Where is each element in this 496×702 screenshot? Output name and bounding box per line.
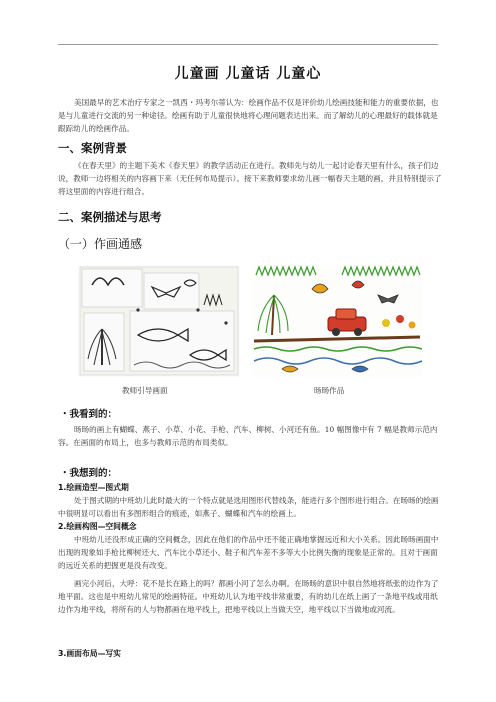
child-drawing-image bbox=[252, 265, 422, 377]
point1-title: 1.绘画造型—图式期 bbox=[58, 483, 129, 492]
header-rule bbox=[58, 44, 438, 45]
caption-teacher-drawing: 教师引导画面 bbox=[122, 386, 168, 395]
subsection-heading: （一）作画通感 bbox=[58, 237, 143, 251]
page-title: 儿童画 儿童话 儿童心 bbox=[174, 66, 322, 82]
point1-paragraph: 处于图式期的中班幼儿此时最大的一个特点就是选用图形代替线条，能进行多个图形进行组合。在旸旸的绘画中很明显可以看出有多图形组合的痕迹，如燕子、蝴蝶和汽车的绘画上。 bbox=[58, 496, 439, 518]
teacher-drawing-image bbox=[78, 265, 240, 377]
see-paragraph: 旸旸的画上有蝴蝶、燕子、小草、小花、手枪、汽车、柳树、小河还有鱼。10 幅图像中有 7 幅是教师示范内容。在画面的布局上，也多与教师示范的布局类似。 bbox=[58, 425, 438, 447]
point2-title: 2.绘画构图—空间概念 bbox=[58, 522, 137, 531]
bullet-what-i-see: ・我看到的： bbox=[60, 409, 118, 420]
caption-child-drawing: 旸旸作品 bbox=[314, 386, 345, 395]
section2-heading: 二、案例描述与思考 bbox=[58, 210, 162, 224]
point2-paragraph-2: 画完小河后，大呼：花不是长在路上的吗？都画小河了怎么办啊。在旸旸的意识中很自然地将纸张的边作为了地平面。这也是中班幼儿常见的绘画特征。中班幼儿认为地平线非常重要，有的幼儿在纸上画了一条地平线或用纸边作为地平线，将所有的人与物都画在地平线上，把地平线以上当做天空，地平线以下当做地或河流。 bbox=[58, 579, 439, 614]
section1-heading: 一、案例背景 bbox=[58, 141, 127, 155]
point2-paragraph: 中班幼儿还没形成正确的空间概念，因此在他们的作品中还不能正确地掌握远近和大小关系。因此旸旸画面中出现的现象如手枪比柳树还大、汽车比小草还小、鞋子和汽车差不多等大小比例失衡的现象是正常的。且对于画面的远近关系的把握更是没有改变。 bbox=[58, 535, 439, 570]
point3-title: 3.画面布局—写实 bbox=[58, 649, 121, 658]
intro-paragraph: 美国最早的艺术治疗专家之一凯西・玛考尔蒂认为：绘画作品不仅是评价幼儿绘画技能和能力的重要依据，也是与儿童进行交流的另一种途径。绘画有助于儿童很快地将心理问题表达出来。而了解幼儿的心理最好的载体就是跟踪幼儿的绘画作品。 bbox=[58, 98, 439, 133]
bullet-what-i-think: ・我想到的： bbox=[60, 468, 118, 479]
section1-paragraph: 《在春天里》的主题下美术《春天里》的教学活动正在进行。教师先与幼儿一起讨论春天里有什么，孩子们边说，教师一边将相关的内容画下来（无任何布局提示）。接下来教师要求幼儿画一幅春天主题的画，并且特别提示了将这里面的内容进行组合。 bbox=[58, 161, 442, 196]
